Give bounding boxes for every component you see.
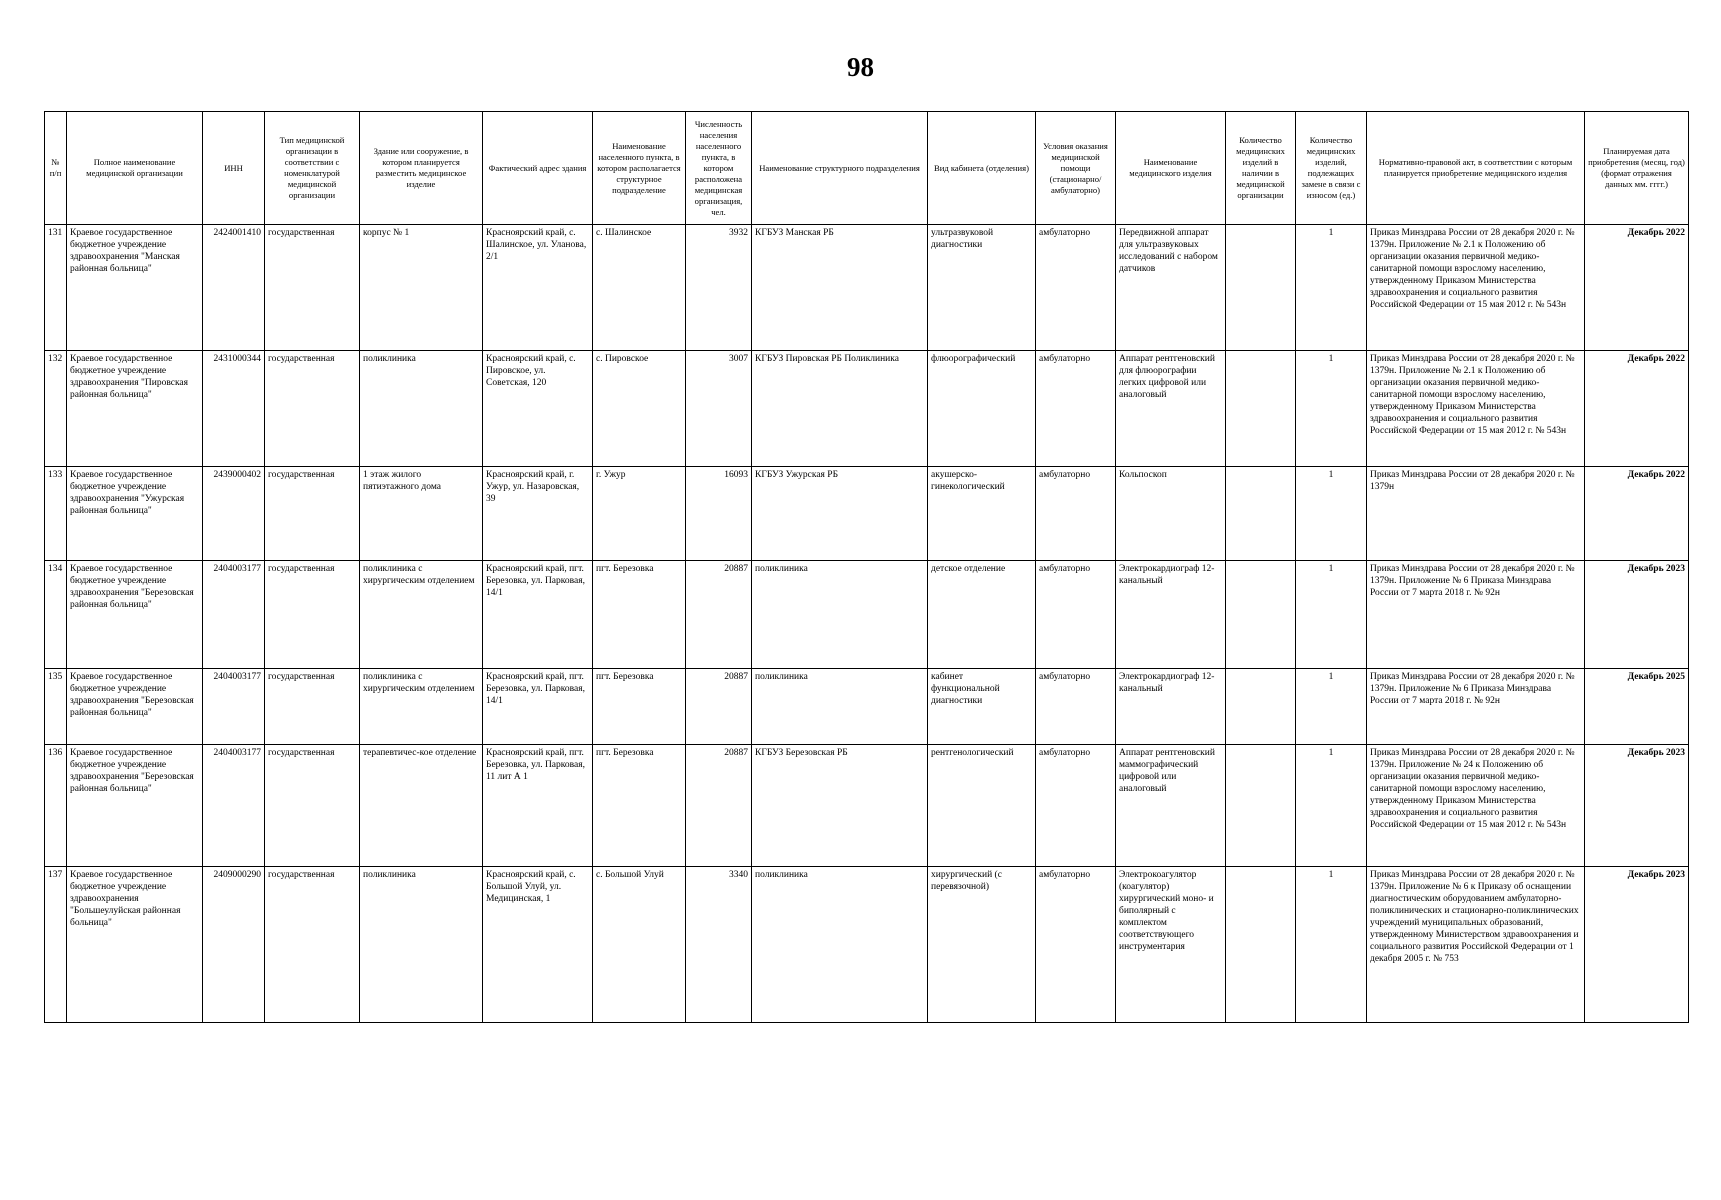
conditions-cell: амбулаторно — [1036, 867, 1116, 1023]
inn-cell: 2404003177 — [203, 745, 265, 867]
table-row — [45, 745, 1689, 867]
settlement-cell: пгт. Березовка — [593, 669, 686, 745]
qty-replace-cell: 1 — [1296, 225, 1367, 351]
header-settlement: Наименование населенного пункта, в котором располагается структурное подразделение — [593, 112, 686, 225]
address-cell: Красноярский край, пгт. Березовка, ул. Парковая, 14/1 — [483, 561, 593, 669]
table-row — [45, 467, 1689, 561]
org-name-cell: Краевое государственное бюджетное учреждение здравоохранения "Березовская районная больница" — [67, 561, 203, 669]
building-cell: поликлиника с хирургическим отделением — [360, 561, 483, 669]
device-cell: Электрокардиограф 12-канальный — [1116, 669, 1226, 745]
legal-act-cell: Приказ Минздрава России от 28 декабря 2020 г. № 1379н. Приложение № 6 Приказа Минздрава России от 7 марта 2018 г. № 92н — [1367, 561, 1585, 669]
header-address: Фактический адрес здания — [483, 112, 593, 225]
cabinet-cell: ультразвуковой диагностики — [928, 225, 1036, 351]
cabinet-cell: кабинет функциональной диагностики — [928, 669, 1036, 745]
settlement-cell: пгт. Березовка — [593, 561, 686, 669]
conditions-cell: амбулаторно — [1036, 225, 1116, 351]
device-cell: Передвижной аппарат для ультразвуковых исследований с набором датчиков — [1116, 225, 1226, 351]
header-inn: ИНН — [203, 112, 265, 225]
population-cell: 3340 — [686, 867, 752, 1023]
qty-available-cell — [1226, 745, 1296, 867]
planned-date-cell: Декабрь 2025 — [1585, 669, 1689, 745]
org-name-cell: Краевое государственное бюджетное учреждение здравоохранения "Ужурская районная больница" — [67, 467, 203, 561]
population-cell: 20887 — [686, 745, 752, 867]
planned-date-cell: Декабрь 2023 — [1585, 745, 1689, 867]
address-cell: Красноярский край, с. Шалинское, ул. Уланова, 2/1 — [483, 225, 593, 351]
page-number: 98 — [847, 52, 874, 82]
qty-replace-cell: 1 — [1296, 745, 1367, 867]
header-planned-date: Планируемая дата приобретения (месяц, год) (формат отражения данных мм. гггг.) — [1585, 112, 1689, 225]
conditions-cell: амбулаторно — [1036, 669, 1116, 745]
header-qty-available: Количество медицинских изделий в наличии в медицинской организации — [1226, 112, 1296, 225]
building-cell: корпус № 1 — [360, 225, 483, 351]
row-number: 136 — [45, 745, 67, 867]
table-row — [45, 561, 1689, 669]
org-name-cell: Краевое государственное бюджетное учреждение здравоохранения "Пировская районная больница" — [67, 351, 203, 467]
org-type-cell: государственная — [265, 561, 360, 669]
org-name-cell: Краевое государственное бюджетное учреждение здравоохранения "Березовская районная больница" — [67, 669, 203, 745]
table-body — [45, 225, 1689, 1023]
building-cell: терапевтичес-кое отделение — [360, 745, 483, 867]
inn-cell: 2431000344 — [203, 351, 265, 467]
header-cabinet: Вид кабинета (отделения) — [928, 112, 1036, 225]
qty-available-cell — [1226, 561, 1296, 669]
planned-date-cell: Декабрь 2022 — [1585, 225, 1689, 351]
building-cell: поликлиника — [360, 867, 483, 1023]
unit-cell: КГБУЗ Березовская РБ — [752, 745, 928, 867]
org-name-cell: Краевое государственное бюджетное учреждение здравоохранения "Манская районная больница" — [67, 225, 203, 351]
qty-available-cell — [1226, 225, 1296, 351]
inn-cell: 2424001410 — [203, 225, 265, 351]
table-row — [45, 225, 1689, 351]
settlement-cell: с. Шалинское — [593, 225, 686, 351]
building-cell: поликлиника — [360, 351, 483, 467]
population-cell: 20887 — [686, 561, 752, 669]
qty-available-cell — [1226, 867, 1296, 1023]
qty-replace-cell: 1 — [1296, 561, 1367, 669]
header-qty-replace: Количество медицинских изделий, подлежащих замене в связи с износом (ед.) — [1296, 112, 1367, 225]
qty-replace-cell: 1 — [1296, 669, 1367, 745]
qty-replace-cell: 1 — [1296, 351, 1367, 467]
settlement-cell: пгт. Березовка — [593, 745, 686, 867]
population-cell: 20887 — [686, 669, 752, 745]
conditions-cell: амбулаторно — [1036, 467, 1116, 561]
cabinet-cell: хирургический (с перевязочной) — [928, 867, 1036, 1023]
row-number: 133 — [45, 467, 67, 561]
conditions-cell: амбулаторно — [1036, 351, 1116, 467]
device-cell: Аппарат рентгеновский маммографический цифровой или аналоговый — [1116, 745, 1226, 867]
population-cell: 3007 — [686, 351, 752, 467]
legal-act-cell: Приказ Минздрава России от 28 декабря 2020 г. № 1379н. Приложение № 6 к Приказу об оснащении диагностическим оборудованием амбулаторно-поликлинических и стационарно-поликлинических учреждений муниципальных образований, утвержденному Министерством здравоохранения и социального развития Российской Федерации от 1 декабря 2005 г. № 753 — [1367, 867, 1585, 1023]
building-cell: 1 этаж жилого пятиэтажного дома — [360, 467, 483, 561]
org-type-cell: государственная — [265, 225, 360, 351]
population-cell: 3932 — [686, 225, 752, 351]
org-name-cell: Краевое государственное бюджетное учреждение здравоохранения "Большеулуйская районная больница" — [67, 867, 203, 1023]
inn-cell: 2404003177 — [203, 561, 265, 669]
org-type-cell: государственная — [265, 351, 360, 467]
unit-cell: КГБУЗ Манская РБ — [752, 225, 928, 351]
qty-replace-cell: 1 — [1296, 467, 1367, 561]
unit-cell: поликлиника — [752, 669, 928, 745]
org-name-cell: Краевое государственное бюджетное учреждение здравоохранения "Березовская районная больница" — [67, 745, 203, 867]
table-row — [45, 351, 1689, 467]
table-row — [45, 867, 1689, 1023]
device-cell: Электрокардиограф 12-канальный — [1116, 561, 1226, 669]
cabinet-cell: детское отделение — [928, 561, 1036, 669]
legal-act-cell: Приказ Минздрава России от 28 декабря 2020 г. № 1379н. Приложение № 24 к Положению об организации оказания первичной медико-санитарной помощи взрослому населению, утвержденному Приказом Министерства здравоохранения и социального развития Российской Федерации от 15 мая 2012 г. № 543н — [1367, 745, 1585, 867]
conditions-cell: амбулаторно — [1036, 561, 1116, 669]
unit-cell: КГБУЗ Ужурская РБ — [752, 467, 928, 561]
header-org-name: Полное наименование медицинской организации — [67, 112, 203, 225]
address-cell: Красноярский край, пгт. Березовка, ул. Парковая, 11 лит А 1 — [483, 745, 593, 867]
org-type-cell: государственная — [265, 745, 360, 867]
inn-cell: 2404003177 — [203, 669, 265, 745]
legal-act-cell: Приказ Минздрава России от 28 декабря 2020 г. № 1379н. Приложение № 2.1 к Положению об организации оказания первичной медико-санитарной помощи взрослому населению, утвержденному Приказом Министерства здравоохранения и социального развития Российской Федерации от 15 мая 2012 г. № 543н — [1367, 351, 1585, 467]
cabinet-cell: рентгенологический — [928, 745, 1036, 867]
header-legal-act: Нормативно-правовой акт, в соответствии с которым планируется приобретение медицинского изделия — [1367, 112, 1585, 225]
row-number: 137 — [45, 867, 67, 1023]
settlement-cell: с. Большой Улуй — [593, 867, 686, 1023]
cabinet-cell: флюорографический — [928, 351, 1036, 467]
row-number: 134 — [45, 561, 67, 669]
header-building: Здание или сооружение, в котором планируется разместить медицинское изделие — [360, 112, 483, 225]
qty-available-cell — [1226, 351, 1296, 467]
table-row — [45, 669, 1689, 745]
settlement-cell: с. Пировское — [593, 351, 686, 467]
legal-act-cell: Приказ Минздрава России от 28 декабря 2020 г. № 1379н — [1367, 467, 1585, 561]
org-type-cell: государственная — [265, 867, 360, 1023]
qty-available-cell — [1226, 669, 1296, 745]
qty-available-cell — [1226, 467, 1296, 561]
org-type-cell: государственная — [265, 467, 360, 561]
settlement-cell: г. Ужур — [593, 467, 686, 561]
planned-date-cell: Декабрь 2023 — [1585, 867, 1689, 1023]
conditions-cell: амбулаторно — [1036, 745, 1116, 867]
address-cell: Красноярский край, г. Ужур, ул. Назаровская, 39 — [483, 467, 593, 561]
unit-cell: КГБУЗ Пировская РБ Поликлиника — [752, 351, 928, 467]
qty-replace-cell: 1 — [1296, 867, 1367, 1023]
header-unit: Наименование структурного подразделения — [752, 112, 928, 225]
row-number: 131 — [45, 225, 67, 351]
row-number: 132 — [45, 351, 67, 467]
address-cell: Красноярский край, с. Пировское, ул. Советская, 120 — [483, 351, 593, 467]
header-conditions: Условия оказания медицинской помощи (стационарно/ амбулаторно) — [1036, 112, 1116, 225]
building-cell: поликлиника с хирургическим отделением — [360, 669, 483, 745]
legal-act-cell: Приказ Минздрава России от 28 декабря 2020 г. № 1379н. Приложение № 2.1 к Положению об организации оказания первичной медико-санитарной помощи взрослому населению, утвержденному Приказом Министерства здравоохранения и социального развития Российской Федерации от 15 мая 2012 г. № 543н — [1367, 225, 1585, 351]
unit-cell: поликлиника — [752, 561, 928, 669]
legal-act-cell: Приказ Минздрава России от 28 декабря 2020 г. № 1379н. Приложение № 6 Приказа Минздрава России от 7 марта 2018 г. № 92н — [1367, 669, 1585, 745]
planned-date-cell: Декабрь 2022 — [1585, 467, 1689, 561]
address-cell: Красноярский край, пгт. Березовка, ул. Парковая, 14/1 — [483, 669, 593, 745]
header-org-type: Тип медицинской организации в соответствии с номенклатурой медицинской организации — [265, 112, 360, 225]
address-cell: Красноярский край, с. Большой Улуй, ул. Медицинская, 1 — [483, 867, 593, 1023]
unit-cell: поликлиника — [752, 867, 928, 1023]
planned-date-cell: Декабрь 2022 — [1585, 351, 1689, 467]
planned-date-cell: Декабрь 2023 — [1585, 561, 1689, 669]
table-header-row — [45, 112, 1689, 225]
device-cell: Аппарат рентгеновский для флюорографии легких цифровой или аналоговый — [1116, 351, 1226, 467]
device-cell: Электрокоагулятор (коагулятор) хирургический моно- и биполярный с комплектом соответствующего инструментария — [1116, 867, 1226, 1023]
cabinet-cell: акушерско-гинекологический — [928, 467, 1036, 561]
population-cell: 16093 — [686, 467, 752, 561]
equipment-register-table — [44, 111, 1689, 1023]
header-population: Численность населения населенного пункта, в котором расположена медицинская организация, чел. — [686, 112, 752, 225]
header-device: Наименование медицинского изделия — [1116, 112, 1226, 225]
device-cell: Кольпоскоп — [1116, 467, 1226, 561]
org-type-cell: государственная — [265, 669, 360, 745]
row-number: 135 — [45, 669, 67, 745]
inn-cell: 2409000290 — [203, 867, 265, 1023]
inn-cell: 2439000402 — [203, 467, 265, 561]
header-no: № п/п — [45, 112, 67, 225]
